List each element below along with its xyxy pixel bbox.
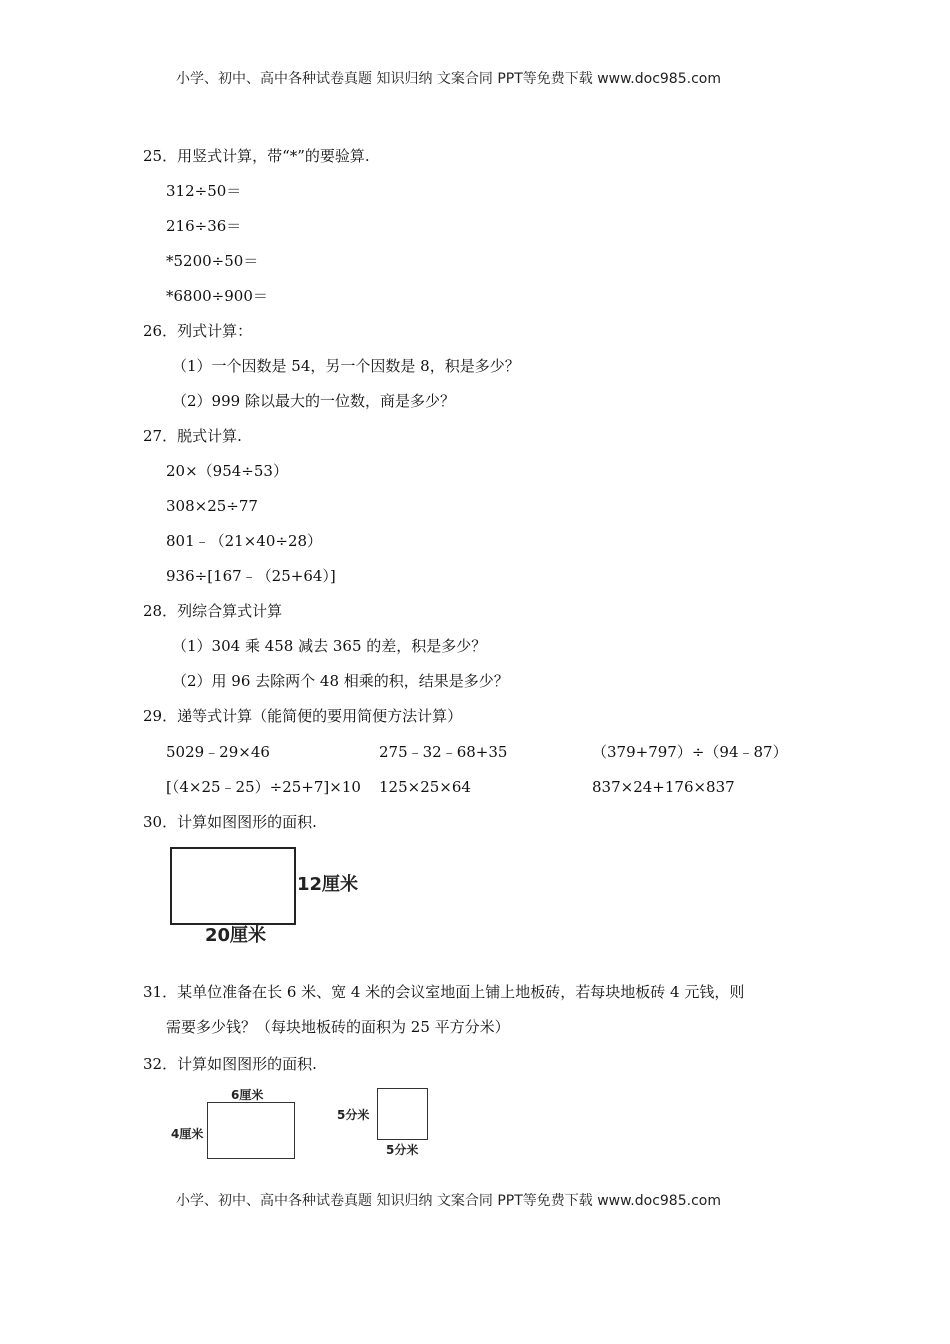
q28-title: 28．列综合算式计算 [143, 602, 283, 620]
q28-item-2: （2）用 96 去除两个 48 相乘的积，结果是多少？ [172, 672, 509, 690]
q30-height-label: 12厘米 [297, 874, 359, 895]
q29-expr-5: 125×25×64 [379, 778, 471, 796]
q32-title: 32．计算如图图形的面积. [143, 1055, 317, 1073]
q26-item-2: （2）999 除以最大的一位数，商是多少？ [172, 392, 455, 410]
q32-rect-top-label: 6厘米 [231, 1088, 264, 1102]
q31-line-2: 需要多少钱？（每块地板砖的面积为 25 平方分米） [166, 1018, 510, 1036]
q29-expr-4: [（4×25﹣25）÷25+7]×10 [166, 778, 361, 796]
q27-item-2: 308×25÷77 [166, 497, 258, 515]
q32-square-left-label: 5分米 [337, 1108, 370, 1122]
q31-line-1: 31．某单位准备在长 6 米、宽 4 米的会议室地面上铺上地板砖，若每块地板砖 4 元钱，则 [143, 983, 745, 1001]
q29-expr-3: （379+797）÷（94﹣87） [592, 743, 788, 761]
q29-title: 29．递等式计算（能简便的要用简便方法计算） [143, 707, 463, 725]
q25-item-3: *5200÷50＝ [166, 252, 259, 270]
q32-rect-left-label: 4厘米 [171, 1127, 204, 1141]
q25-item-1: 312÷50＝ [166, 182, 242, 200]
page-footer: 小学、初中、高中各种试卷真题 知识归纳 文案合同 PPT等免费下载 www.doc985.com [176, 1193, 721, 1209]
q27-item-1: 20×（954÷53） [166, 462, 288, 480]
q29-expr-6: 837×24+176×837 [592, 778, 735, 796]
q32-square-bottom-label: 5分米 [386, 1143, 419, 1157]
q27-title: 27．脱式计算. [143, 427, 242, 445]
page-header: 小学、初中、高中各种试卷真题 知识归纳 文案合同 PPT等免费下载 www.doc985.com [176, 71, 721, 87]
q32-square [377, 1088, 428, 1140]
q29-expr-1: 5029﹣29×46 [166, 743, 270, 761]
q27-item-3: 801﹣（21×40÷28） [166, 532, 323, 550]
q28-item-1: （1）304 乘 458 减去 365 的差，积是多少？ [172, 637, 487, 655]
q30-title: 30．计算如图图形的面积. [143, 813, 317, 831]
q29-expr-2: 275﹣32﹣68+35 [379, 743, 508, 761]
q26-item-1: （1）一个因数是 54，另一个因数是 8，积是多少？ [172, 357, 520, 375]
q30-rectangle [170, 847, 296, 925]
q27-item-4: 936÷[167﹣（25+64）] [166, 567, 336, 585]
q26-title: 26．列式计算： [143, 322, 253, 340]
q30-width-label: 20厘米 [205, 925, 267, 946]
q25-item-2: 216÷36＝ [166, 217, 242, 235]
q32-rectangle [207, 1102, 295, 1159]
q25-item-4: *6800÷900＝ [166, 287, 268, 305]
q25-title: 25．用竖式计算，带“*”的要验算. [143, 147, 370, 165]
